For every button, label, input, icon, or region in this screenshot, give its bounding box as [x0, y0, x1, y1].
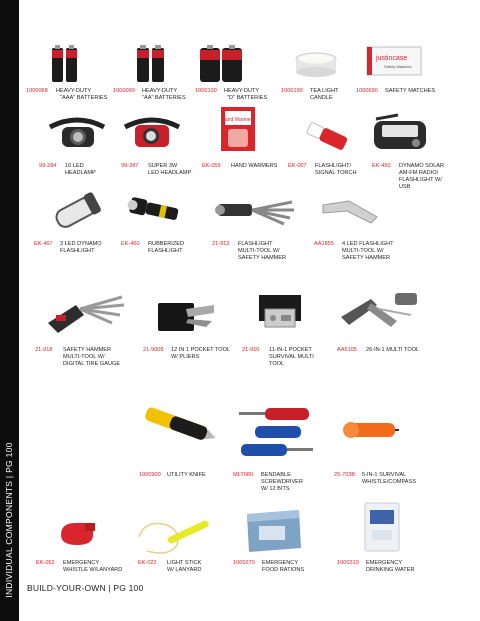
hand-warmers-image — [220, 106, 256, 152]
item-name-1: TEA LIGHT — [310, 88, 339, 94]
item-name-1: 10 LED — [65, 163, 84, 169]
item-code: EK-460 — [121, 241, 140, 247]
item-name-2: WHISTLE/COMPASS — [362, 479, 416, 485]
item-code: 1000190 — [281, 88, 303, 94]
item-name-1: EMERGENCY — [366, 560, 403, 566]
item-code: EK-022 — [138, 560, 157, 566]
item-code: 1000100 — [195, 88, 217, 94]
item-name-2: CANDLE — [310, 95, 333, 101]
item-code: EK-450 — [372, 163, 391, 169]
item-name-1: FLASHLIGHT — [238, 241, 273, 247]
item-name-1: 26-IN-1 MULTI TOOL — [366, 347, 420, 353]
light-stick-image — [133, 511, 215, 559]
item-name-1: 11-IN-1 POCKET — [269, 347, 312, 353]
item-name-3: SAFETY HAMMER — [238, 255, 287, 261]
item-name-2: W/ LANYARD — [167, 567, 202, 573]
item-name-2: FLASHLIGHT — [60, 248, 95, 254]
item-name-1: 3 LED DYNAMO — [60, 241, 102, 247]
item-name-2: MULTI-TOOL W/ — [63, 354, 105, 360]
item-code: EK-007 — [288, 163, 307, 169]
item-code: EK-059 — [202, 163, 221, 169]
item-name-2: SIGNAL TORCH — [315, 170, 357, 176]
ten-led-headlamp-image — [46, 111, 108, 153]
footer-label: BUILD-YOUR-OWN | PG 100 — [27, 583, 144, 593]
item-name-2: "AAA" BATTERIES — [60, 95, 108, 101]
item-code: 99-287 — [121, 163, 139, 169]
item-name-1: HEAVY-DUTY — [142, 88, 178, 94]
item-name-1: EMERGENCY — [262, 560, 299, 566]
item-name-1: FLASHLIGHT/ — [315, 163, 352, 169]
tire-gauge-multitool-image — [42, 293, 128, 335]
item-name-1: LIGHT STICK — [167, 560, 202, 566]
safety-matches-image — [366, 46, 422, 76]
utility-knife-image — [140, 404, 220, 446]
item-code: 21-918 — [35, 347, 53, 353]
food-rations-image — [241, 504, 305, 556]
item-code: 21-9008 — [143, 347, 164, 353]
aaa-batteries-image — [51, 44, 79, 84]
item-name-1: 12 IN 1 POCKET TOOL — [171, 347, 231, 353]
sidebar — [0, 0, 19, 621]
item-name-1: SAFETY MATCHES — [385, 88, 436, 94]
survival-card-tool-image — [253, 293, 305, 333]
item-name-2: MULTI-TOOL W/ — [342, 248, 384, 254]
led-flashlight-multitool-image — [319, 197, 381, 227]
matches-sub-text: Safety Matches — [384, 64, 412, 69]
item-code: 1000900 — [139, 472, 161, 478]
warmers-label: Hand Warmers — [221, 117, 255, 123]
item-name-1: 5-IN-1 SURVIVAL — [362, 472, 407, 478]
item-code: 1000310 — [337, 560, 359, 566]
sidebar-label: INDIVIDUAL COMPONENTS | PG 100 — [4, 442, 14, 598]
item-name-2: "D" BATTERIES — [227, 95, 268, 101]
bendable-screwdriver-image — [235, 402, 317, 464]
item-code: 25-703B — [334, 472, 356, 478]
item-name-1: SUPER 3W — [148, 163, 178, 169]
item-name-3: TOOL — [269, 361, 285, 367]
item-code: 21-910 — [242, 347, 260, 353]
item-name-2: SCREWDRIVER — [261, 479, 303, 485]
pocket-tool-pliers-image — [156, 297, 218, 335]
item-name-4: USB — [399, 184, 411, 190]
item-name-1: RUBBERIZED — [148, 241, 185, 247]
item-name-1: SAFETY HAMMER — [63, 347, 112, 353]
item-code: EK-467 — [34, 241, 53, 247]
item-name-1: DYNAMO SOLAR — [399, 163, 445, 169]
item-name-2: FOOD RATIONS — [262, 567, 305, 573]
item-name-2: W/ PLIERS — [171, 354, 200, 360]
rubberized-flashlight-image — [126, 194, 186, 226]
dynamo-flashlight-image — [49, 191, 103, 231]
item-code: 99-284 — [39, 163, 57, 169]
item-code: 1000690 — [356, 88, 378, 94]
item-code: EK-052 — [36, 560, 55, 566]
item-name-3: W/ 12 BITS — [261, 486, 290, 492]
flashlight-multitool-image — [214, 196, 298, 228]
item-code: AA6105 — [337, 347, 357, 353]
item-name-1: 4 LED FLASHLIGHT — [342, 241, 394, 247]
multi-tool-26-in-1-image — [337, 289, 421, 337]
aa-batteries-image — [136, 44, 166, 84]
item-code: MLT080 — [233, 472, 254, 478]
item-name-1: HEAVY-DUTY — [56, 88, 92, 94]
item-name-1: HEAVY-DUTY — [224, 88, 260, 94]
item-code: AA1855 — [314, 241, 334, 247]
super-3w-headlamp-image — [121, 111, 183, 153]
item-name-2: "AA" BATTERIES — [142, 95, 186, 101]
item-name-2: MULTI-TOOL W/ — [238, 248, 280, 254]
emergency-whistle-image — [57, 515, 99, 549]
item-name-2: LED HEADLAMP — [148, 170, 192, 176]
matches-brand-text: justincase — [376, 55, 408, 62]
item-name-2: HEADLAMP — [65, 170, 96, 176]
dynamo-radio-image — [368, 111, 434, 155]
item-name-1: BENDABLE — [261, 472, 291, 478]
item-name-2: AM-FM RADIO/ — [399, 170, 439, 176]
item-code: 21-913 — [212, 241, 230, 247]
item-code: 1000270 — [233, 560, 255, 566]
item-name-2: SURVIVAL MULTI — [269, 354, 314, 360]
item-code: 1000090 — [113, 88, 135, 94]
survival-whistle-compass-image — [339, 415, 401, 443]
item-name-1: EMERGENCY — [63, 560, 100, 566]
item-code: 1000068 — [26, 88, 48, 94]
item-name-2: WHISTLE W/LANYARD — [63, 567, 123, 573]
item-name-3: SAFETY HAMMER — [342, 255, 391, 261]
drinking-water-image — [362, 500, 402, 554]
item-name-1: UTILITY KNIFE — [167, 472, 206, 478]
signal-torch-image — [299, 120, 355, 152]
item-name-2: DRINKING WATER — [366, 567, 415, 573]
d-batteries-image — [199, 44, 243, 84]
item-name-2: FLASHLIGHT — [148, 248, 183, 254]
item-name-1: HAND WARMERS — [231, 163, 278, 169]
item-name-3: DIGITAL TIRE GAUGE — [63, 361, 121, 367]
tea-light-image — [294, 50, 338, 78]
item-name-3: FLASHLIGHT W/ — [399, 177, 442, 183]
